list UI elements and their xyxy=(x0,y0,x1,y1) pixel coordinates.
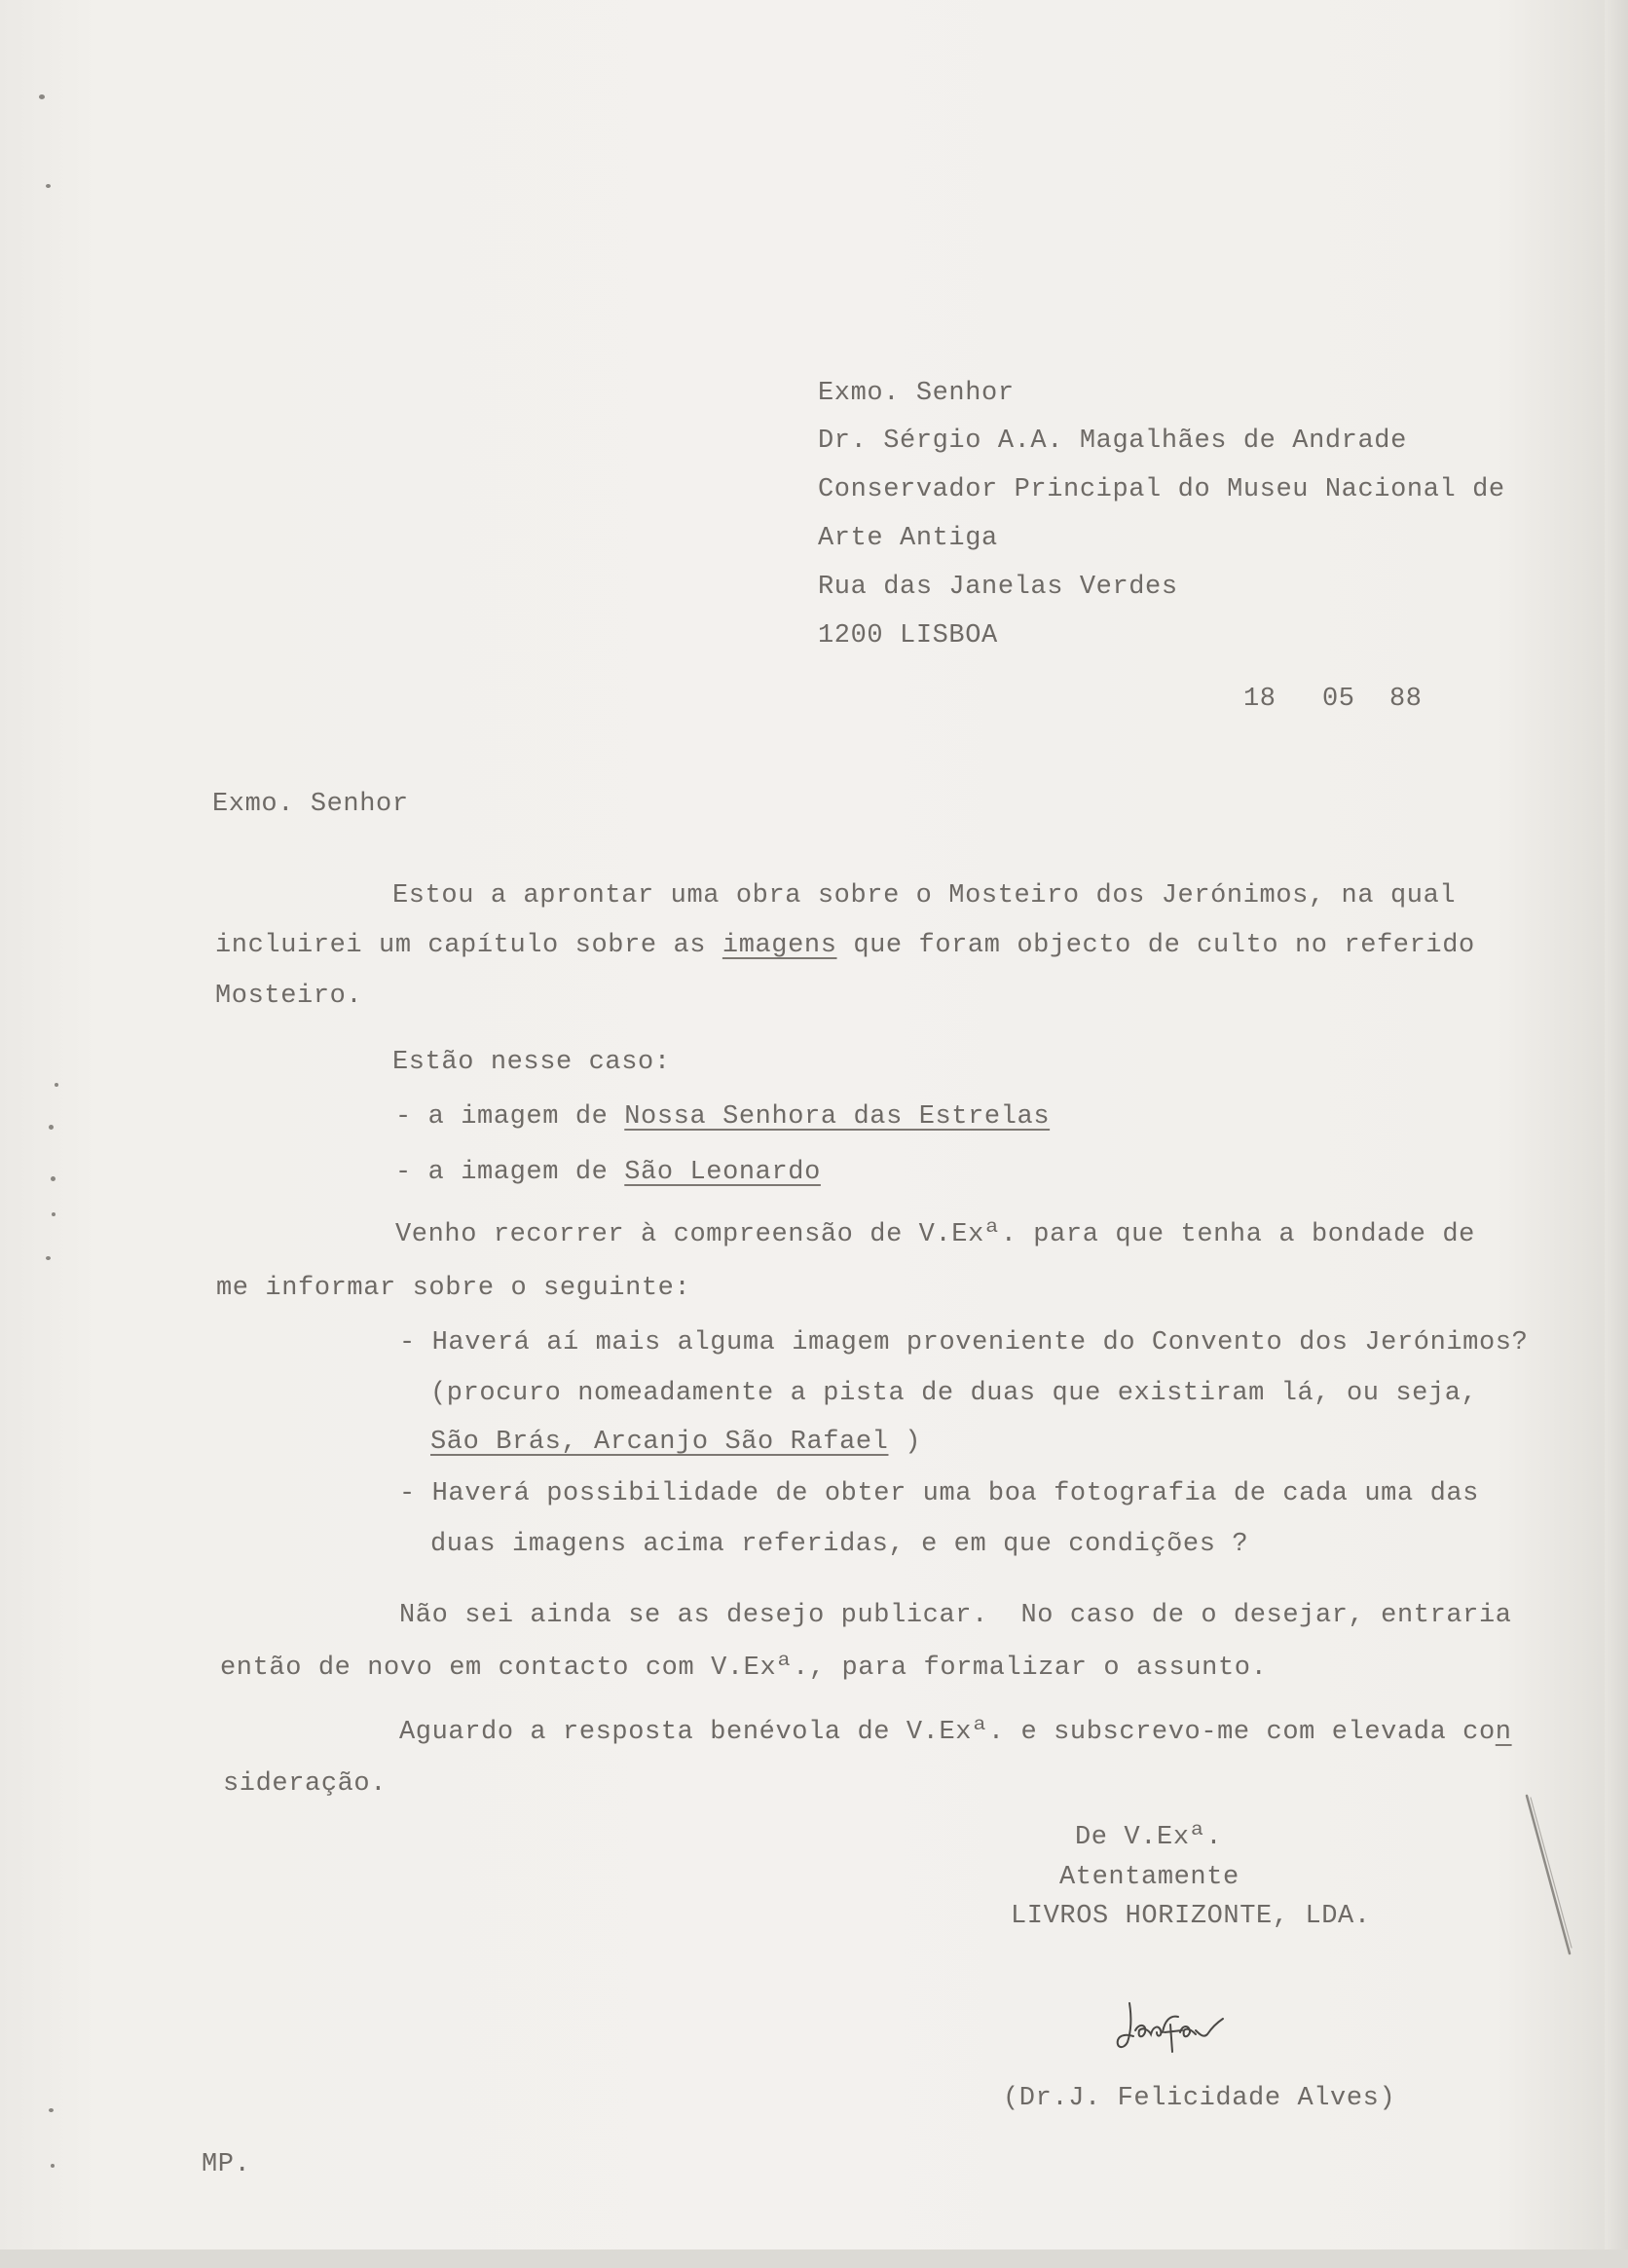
greeting: Exmo. Senhor xyxy=(212,790,409,819)
margin-speck xyxy=(49,1125,54,1130)
list-item-underlined: São Leonardo xyxy=(624,1158,821,1187)
paper-edge-right xyxy=(1605,0,1628,2268)
question-1-line1: - Haverá aí mais alguma imagem proveniente do Convento dos Jerónimos? xyxy=(399,1328,1529,1357)
margin-speck xyxy=(51,1176,56,1181)
question-1-underlined-names: São Brás, Arcanjo São Rafael xyxy=(430,1428,889,1457)
date-month: 05 xyxy=(1322,685,1355,714)
p5-line1-text: Aguardo a resposta benévola de V.Exª. e subscrevo-me com elevada co xyxy=(399,1718,1496,1747)
p5-line1 xyxy=(399,1720,1512,1746)
p3-line1: Venho recorrer à compreensão de V.Exª. para que tenha a bondade de xyxy=(395,1220,1475,1249)
pencil-stroke-mark xyxy=(1519,1792,1577,1957)
p1-line1: Estou a aprontar uma obra sobre o Mosteiro dos Jerónimos, na qual xyxy=(392,881,1457,911)
margin-speck xyxy=(52,1212,56,1216)
recipient-name: Dr. Sérgio A.A. Magalhães de Andrade xyxy=(818,427,1407,456)
p5-line2: sideração. xyxy=(223,1769,388,1799)
closing-line2: Atentamente xyxy=(1059,1863,1240,1892)
list-item-prefix: - a imagem de xyxy=(395,1158,625,1187)
question-1-line2: (procuro nomeadamente a pista de duas que existiram lá, ou seja, xyxy=(430,1379,1478,1408)
closing-line1: De V.Exª. xyxy=(1075,1823,1223,1852)
list-item-prefix: - a imagem de xyxy=(395,1102,625,1132)
p1-line2 xyxy=(215,933,1475,959)
signatory-name: (Dr.J. Felicidade Alves) xyxy=(1003,2084,1396,2113)
recipient-title-line1: Conservador Principal do Museu Nacional de xyxy=(818,475,1505,504)
margin-speck xyxy=(49,2108,54,2112)
date-day: 18 xyxy=(1243,685,1276,714)
date-year: 88 xyxy=(1389,685,1423,714)
handwritten-signature xyxy=(1110,1991,1266,2060)
margin-speck xyxy=(55,1083,58,1087)
question-2-line1: - Haverá possibilidade de obter uma boa fotografia de cada uma das xyxy=(399,1479,1479,1508)
list-item xyxy=(395,1160,821,1186)
recipient-salutation: Exmo. Senhor xyxy=(818,379,1015,408)
p1-line3: Mosteiro. xyxy=(215,982,363,1011)
p2-intro: Estão nesse caso: xyxy=(392,1048,671,1077)
recipient-title-line2: Arte Antiga xyxy=(818,524,998,553)
margin-speck xyxy=(46,1256,51,1260)
typist-initials: MP. xyxy=(202,2150,251,2179)
question-1-close-paren: ) xyxy=(888,1428,922,1457)
paper-edge-bottom xyxy=(0,2249,1628,2268)
margin-speck xyxy=(46,184,51,188)
margin-speck xyxy=(51,2164,55,2168)
p1-underlined-imagens: imagens xyxy=(722,931,837,960)
margin-speck xyxy=(39,94,45,99)
p4-line2: então de novo em contacto com V.Exª., para formalizar o assunto. xyxy=(220,1654,1268,1683)
p5-hyphen-underline: n xyxy=(1495,1718,1512,1747)
recipient-street: Rua das Janelas Verdes xyxy=(818,573,1178,602)
company-name: LIVROS HORIZONTE, LDA. xyxy=(1011,1902,1371,1931)
list-item xyxy=(395,1104,1050,1131)
p1-line2-post: que foram objecto de culto no referido xyxy=(836,931,1475,960)
p3-line2: me informar sobre o seguinte: xyxy=(216,1274,691,1303)
list-item-underlined: Nossa Senhora das Estrelas xyxy=(624,1102,1051,1132)
p4-line1: Não sei ainda se as desejo publicar. No caso de o desejar, entraria xyxy=(399,1601,1512,1630)
question-2-line2: duas imagens acima referidas, e em que condições ? xyxy=(430,1530,1249,1559)
recipient-city: 1200 LISBOA xyxy=(818,621,998,651)
question-1-line3 xyxy=(430,1430,921,1456)
p1-line2-pre: incluirei um capítulo sobre as xyxy=(215,931,722,960)
